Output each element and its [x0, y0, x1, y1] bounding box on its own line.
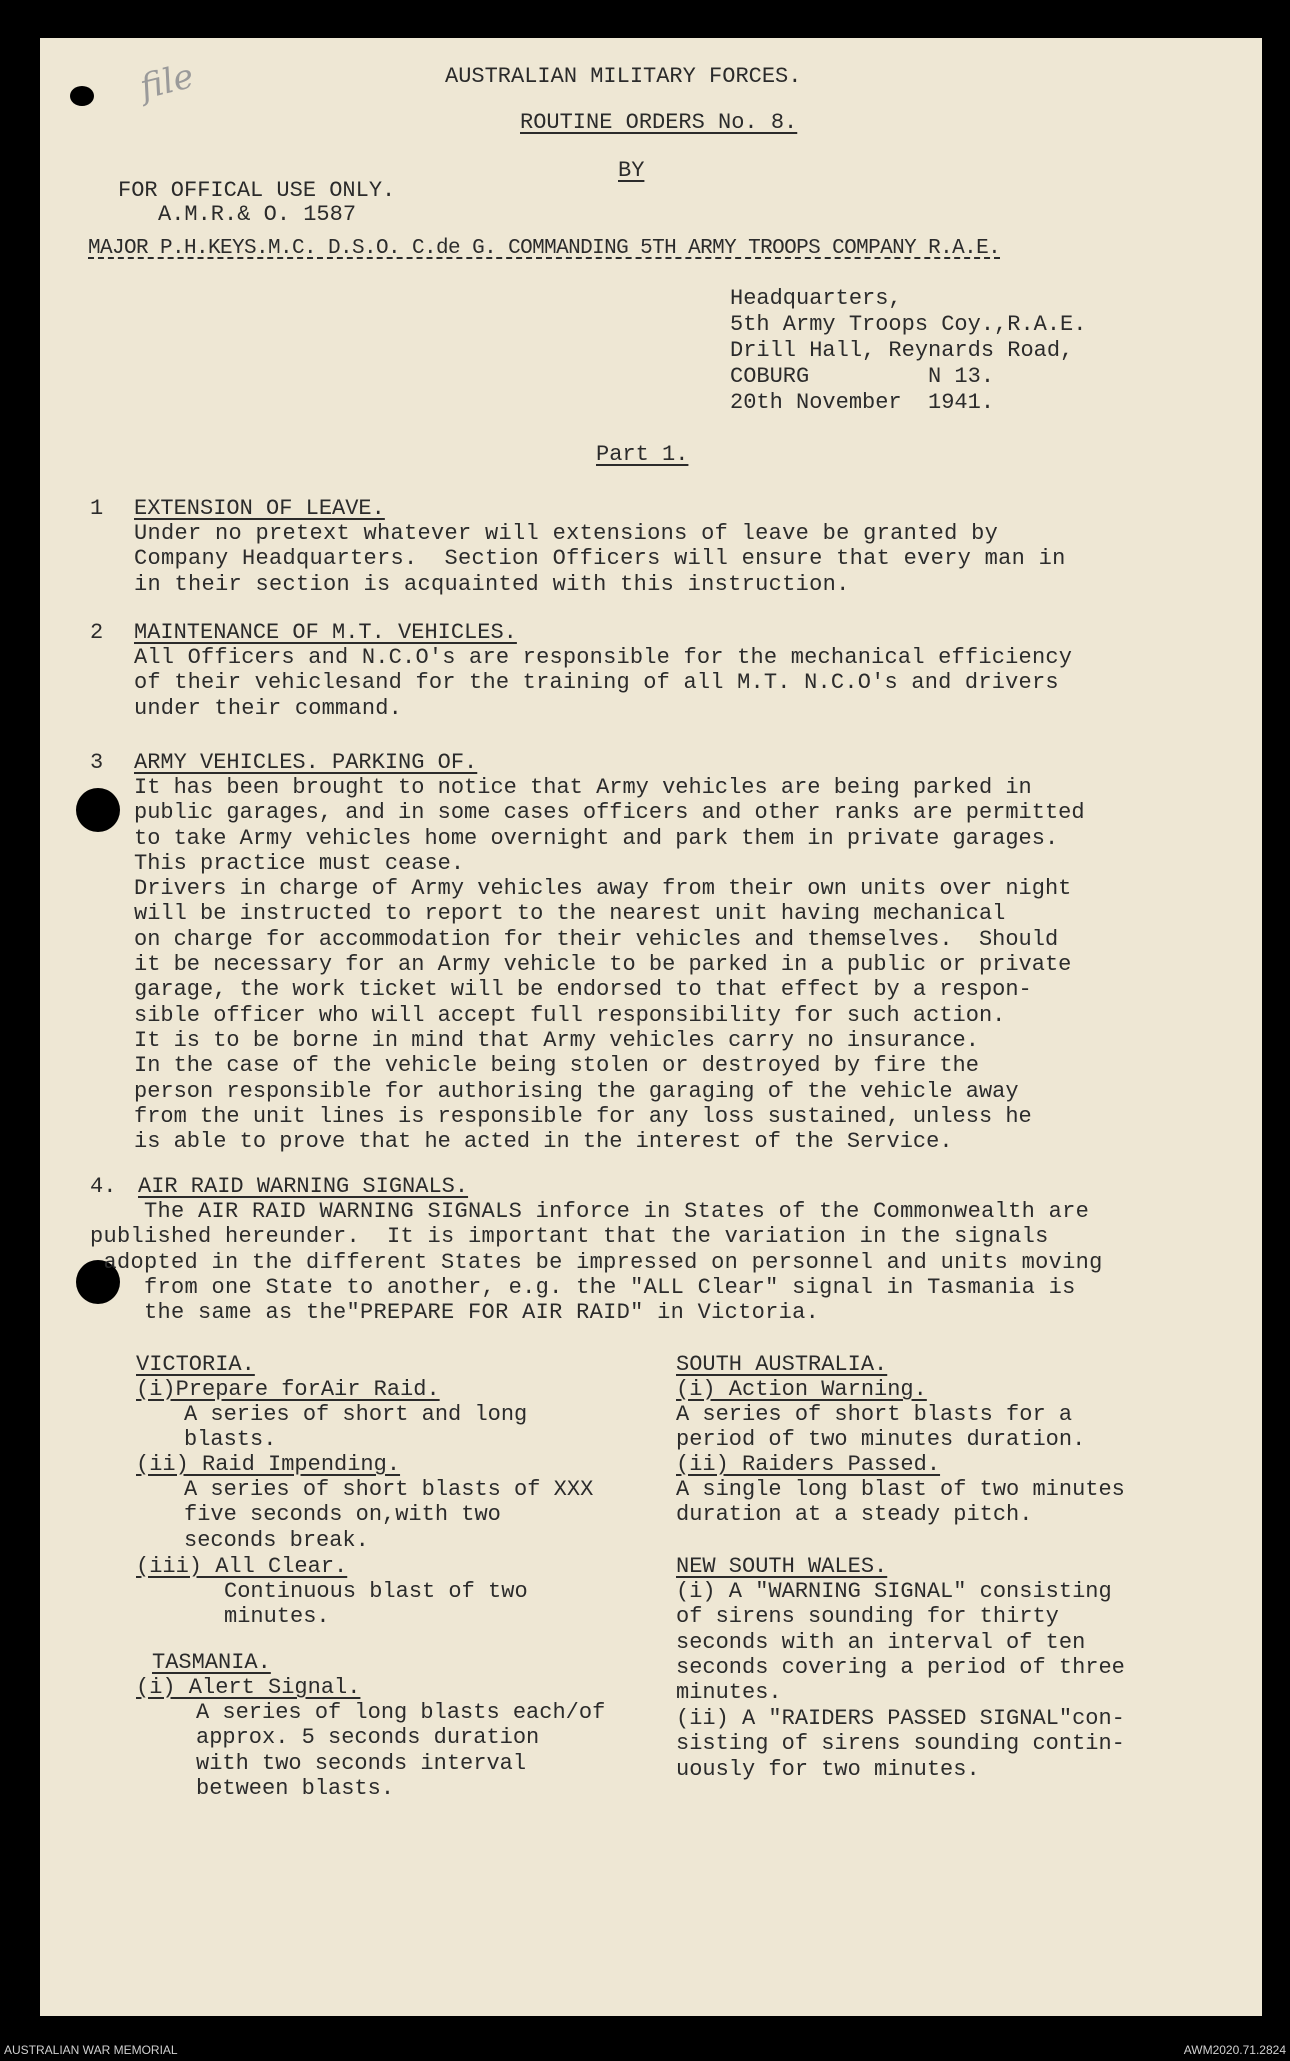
document-page	[40, 38, 1262, 2016]
signal-description: A series of long blasts each/of approx. 5 seconds duration with two seconds interval between blasts.	[196, 1700, 606, 1801]
signal-description: (i) A "WARNING SIGNAL" consisting of sirens sounding for thirty seconds with an interval of ten seconds covering a period of three minutes.	[676, 1579, 1125, 1706]
ink-mark	[70, 86, 94, 106]
footer-source: AUSTRALIAN WAR MEMORIAL	[4, 2043, 178, 2057]
signal-heading: (ii) Raid Impending.	[136, 1452, 401, 1477]
routine-orders-number: ROUTINE ORDERS No. 8.	[520, 110, 798, 135]
date-line: 20th November 1941.	[730, 390, 995, 415]
signal-heading: (i) Action Warning.	[676, 1377, 927, 1402]
address-line: Headquarters,	[730, 286, 902, 311]
section-heading: MAINTENANCE OF M.T. VEHICLES.	[134, 620, 517, 645]
section-body: All Officers and N.C.O's are responsible for the mechanical efficiency of their vehiclesand for the training of all M.T. N.C.O's and drivers under their command.	[134, 645, 1073, 721]
signal-heading: (i) Alert Signal.	[136, 1675, 361, 1700]
section-body: The AIR RAID WARNING SIGNALS inforce in States of the Commonwealth are published hereunder. It is important that the variation in the signals adopted in the different States be impressed on personnel and units moving from one State to another, e.g. the "ALL Clear" signal in Tasmania is the same as the"PREPARE FOR AIR RAID" in Victoria.	[90, 1199, 1103, 1326]
signal-description: (ii) A "RAIDERS PASSED SIGNAL"con- sisting of sirens sounding contin- uously for two minutes.	[676, 1706, 1125, 1782]
section-heading: EXTENSION OF LEAVE.	[134, 496, 385, 521]
state-heading: SOUTH AUSTRALIA.	[676, 1352, 888, 1377]
commanding-officer-line: MAJOR P.H.KEYS.M.C. D.S.O. C.de G. COMMANDING 5TH ARMY TROOPS COMPANY R.A.E.	[88, 237, 1001, 260]
state-heading: NEW SOUTH WALES.	[676, 1554, 888, 1579]
signal-description: A single long blast of two minutes duration at a steady pitch.	[676, 1477, 1125, 1528]
section-body: Under no pretext whatever will extensions of leave be granted by Company Headquarters. Section Officers will ensure that every man in in their section is acquainted with this instruction.	[134, 521, 1066, 597]
section-number: 3	[90, 750, 104, 775]
signal-description: A series of short and long blasts.	[184, 1402, 528, 1453]
official-use-notice: FOR OFFICAL USE ONLY.	[118, 178, 396, 203]
by-label: BY	[618, 158, 645, 183]
section-heading: ARMY VEHICLES. PARKING OF.	[134, 750, 478, 775]
amr-reference: A.M.R.& O. 1587	[158, 202, 357, 227]
punch-hole	[76, 788, 120, 832]
signal-heading: (ii) Raiders Passed.	[676, 1452, 941, 1477]
address-line: COBURG N 13.	[730, 364, 995, 389]
state-heading: VICTORIA.	[136, 1352, 255, 1377]
section-number: 4.	[90, 1174, 117, 1199]
section-body: It has been brought to notice that Army vehicles are being parked in public garages, and in some cases officers and other ranks are permitted to take Army vehicles home overnight and park them in private garages. This practice must cease. Drivers in charge of Army vehicles away from their own units over night will be instructed to report to the nearest unit having mechanical on charge for accommodation for their vehicles and themselves. Should it be necessary for an Army vehicle to be parked in a public or private garage, the work ticket will be endorsed to that effect by a respon- sible officer who will accept full responsibility for such action. It is to be borne in mind that Army vehicles carry no insurance. In the case of the vehicle being stolen or destroyed by fire the person responsible for authorising the garaging of the vehicle away from the unit lines is responsible for any loss sustained, unless he is able to prove that he acted in the interest of the Service.	[134, 775, 1085, 1155]
signal-description: A series of short blasts for a period of two minutes duration.	[676, 1402, 1086, 1453]
footer-accession-number: AWM2020.71.2824	[1183, 2043, 1286, 2057]
state-heading: TASMANIA.	[152, 1650, 271, 1675]
section-heading: AIR RAID WARNING SIGNALS.	[138, 1174, 469, 1199]
signal-heading: (i)Prepare forAir Raid.	[136, 1377, 440, 1402]
signal-heading: (iii) All Clear.	[136, 1554, 348, 1579]
address-line: Drill Hall, Reynards Road,	[730, 338, 1074, 363]
address-line: 5th Army Troops Coy.,R.A.E.	[730, 312, 1087, 337]
pencil-annotation: file	[135, 56, 198, 108]
signal-description: A series of short blasts of XXX five seconds on,with two seconds break.	[184, 1477, 594, 1553]
signal-description: Continuous blast of two minutes.	[224, 1579, 528, 1630]
section-number: 2	[90, 620, 104, 645]
part-heading: Part 1.	[596, 442, 689, 467]
document-title: AUSTRALIAN MILITARY FORCES.	[445, 64, 802, 89]
section-number: 1	[90, 496, 104, 521]
